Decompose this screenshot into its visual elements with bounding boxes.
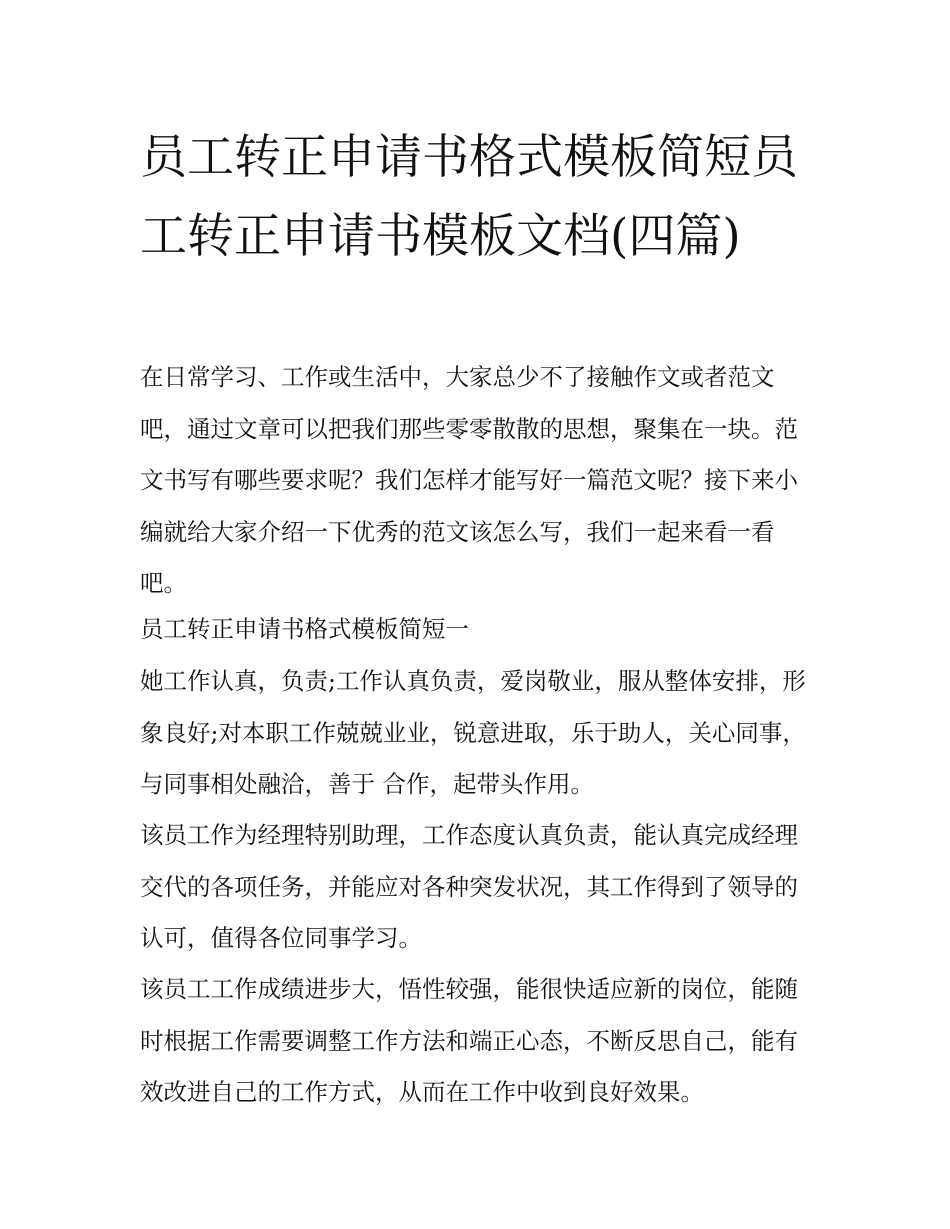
body-paragraph: 该员工作为经理特别助理，工作态度认真负责，能认真完成经理交代的各项任务，并能应对各种突发状况，其工作得到了领导的认可，值得各位同事学习。: [140, 821, 798, 952]
document-title: 员工转正申请书格式模板简短员工转正申请书模板文档(四篇): [140, 130, 798, 264]
body-paragraph: 她工作认真，负责;工作认真负责，爱岗敬业，服从整体安排，形象良好;对本职工作兢兢业业，锐意进取，乐于助人，关心同事，与同事相处融洽，善于 合作，起带头作用。: [140, 667, 806, 798]
intro-paragraph: 在日常学习、工作或生活中，大家总少不了接触作文或者范文吧，通过文章可以把我们那些零零散散的思想，聚集在一块。范文书写有哪些要求呢？我们怎样才能写好一篇范文呢？接下来小编就给大家介绍一下优秀的范文该怎么写，我们一起来看一看吧。: [140, 363, 798, 597]
body-paragraph: 该员工工作成绩进步大，悟性较强，能很快适应新的岗位，能随时根据工作需要调整工作方法和端正心态，不断反思自己，能有效改进自己的工作方式，从而在工作中收到良好效果。: [140, 975, 798, 1106]
section-heading: 员工转正申请书格式模板简短一: [140, 615, 469, 643]
